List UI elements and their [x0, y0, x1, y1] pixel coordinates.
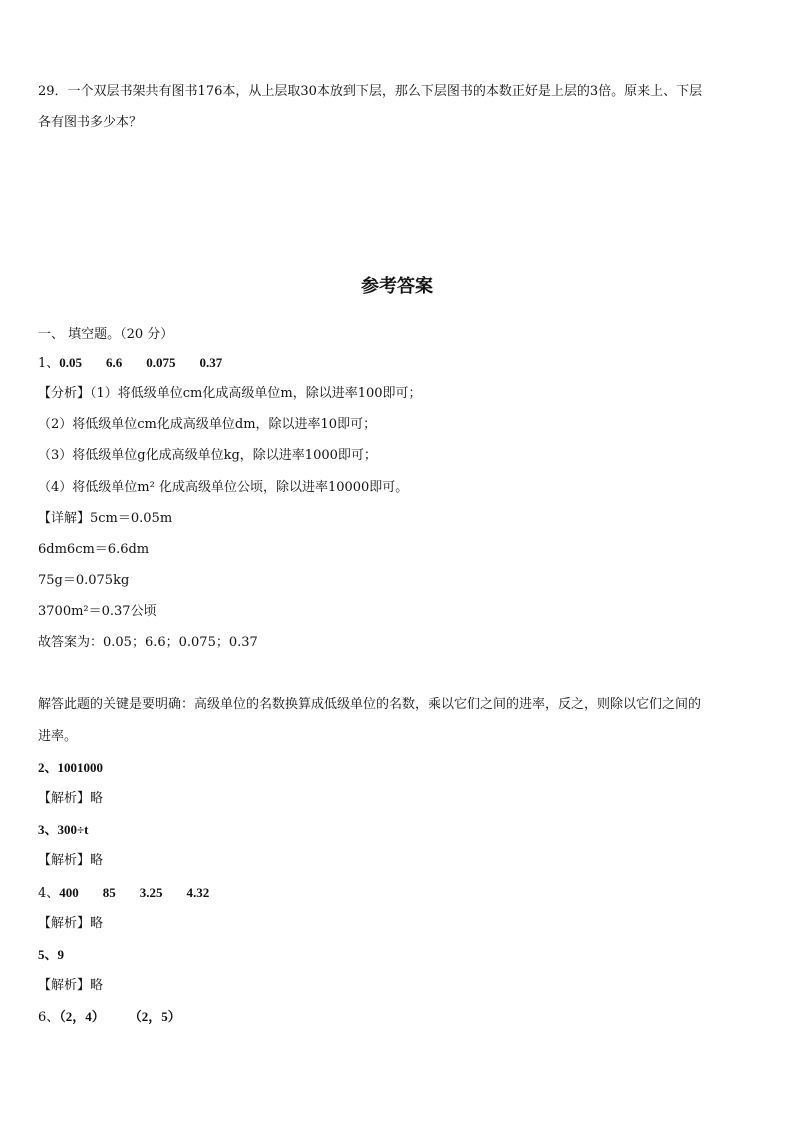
- q2-analysis: 【解析】略: [38, 791, 104, 806]
- q4-answer-line: [38, 885, 758, 902]
- q1-answer-2: 6.6: [106, 355, 123, 370]
- q6-answer-1: （2，4）: [59, 1009, 105, 1024]
- q1-detail-4: 3700m²＝0.37公顷: [38, 604, 157, 619]
- q6-answer-2: （2，5）: [128, 1009, 181, 1024]
- question-29-line-1: 29．一个双层书架共有图书176本，从上层取30本放到下层，那么下层图书的本数正好是上层的3倍。原来上、下层: [38, 84, 703, 99]
- q1-analysis-1: 【分析】（1）将低级单位cm化成高级单位m，除以进率100即可；: [38, 386, 422, 401]
- q1-detail-3: 75g＝0.075kg: [38, 573, 130, 588]
- q4-prefix: 4、: [38, 886, 60, 901]
- q6-prefix: 6、: [38, 1010, 60, 1025]
- q1-answer-1: 0.05: [59, 355, 83, 370]
- section-1-heading: 一、 填空题。（20 分）: [38, 327, 174, 342]
- q1-note-line-1: 解答此题的关键是要明确：高级单位的名数换算成低级单位的名数，乘以它们之间的进率，反之，则除以它们之间的: [38, 697, 702, 712]
- q3-analysis: 【解析】略: [38, 853, 104, 868]
- q1-note-line-2: 进率。: [38, 729, 78, 744]
- q5-answer: 5、9: [38, 947, 65, 962]
- question-29-line-2: 各有图书多少本？: [38, 115, 143, 130]
- answer-title: 参考答案: [361, 276, 433, 297]
- q1-answer-3: 0.075: [146, 355, 176, 370]
- q6-answer-line: [38, 1009, 758, 1026]
- q3-answer: 3、300÷t: [38, 822, 89, 837]
- q1-detail-1: 【详解】5cm＝0.05m: [38, 511, 173, 526]
- q1-analysis-4: （4）将低级单位m² 化成高级单位公顷，除以进率10000即可。: [38, 480, 409, 495]
- q4-answer-3: 3.25: [139, 885, 163, 900]
- q1-analysis-3: （3）将低级单位g化成高级单位kg，除以进率1000即可；: [38, 448, 377, 463]
- q1-prefix: 1、: [38, 356, 60, 371]
- q1-detail-5: 故答案为：0.05；6.6；0.075；0.37: [38, 635, 258, 650]
- q4-answer-2: 85: [102, 885, 116, 900]
- q1-answer-line: [38, 355, 758, 372]
- q1-analysis-2: （2）将低级单位cm化成高级单位dm，除以进率10即可；: [38, 417, 377, 432]
- q2-answer: 2、1001000: [38, 760, 104, 775]
- q4-answer-1: 400: [59, 885, 79, 900]
- q1-detail-2: 6dm6cm＝6.6dm: [38, 542, 150, 557]
- q4-analysis: 【解析】略: [38, 916, 104, 931]
- q1-answer-4: 0.37: [199, 355, 223, 370]
- q4-answer-4: 4.32: [186, 885, 210, 900]
- q5-analysis: 【解析】略: [38, 978, 104, 993]
